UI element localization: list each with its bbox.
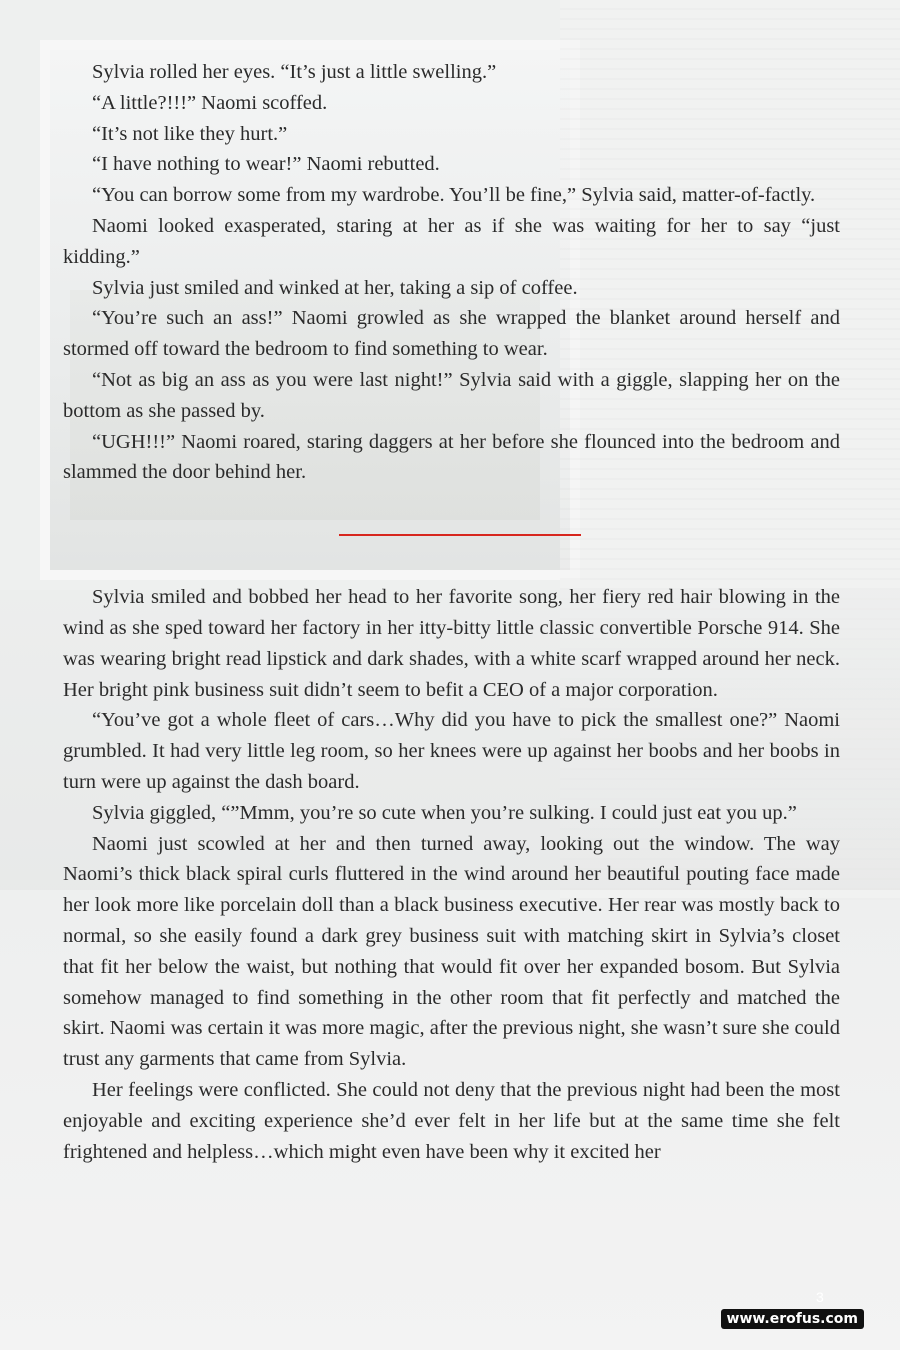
paragraph: Naomi just scowled at her and then turned away, looking out the window. The way Naomi’s thick black spiral curls fluttered in the wind around her beautiful pouting face made her look more like porcelain doll than a black business executive. Her rear was mostly back to normal, so she easily found a dark grey business suit with matching skirt in Sylvia’s closet that fit her below the waist, but nothing that would fit over her expanded bosom. But Sylvia somehow managed to find something in the other room that fit perfectly and matched the skirt. Naomi was certain it was more magic, after the previous night, she wasn’t sure she could trust any garments that came from Sylvia. [63,832,840,1071]
paragraph: Sylvia smiled and bobbed her head to her favorite song, her fiery red hair blowing in the wind as she sped toward her factory in her itty-bitty little classic convertible Porsche 914. She was wearing bright read lipstick and dark shades, with a white scarf wrapped around her neck. Her bright pink business suit didn’t seem to befit a CEO of a major corporation. [63,586,840,701]
page-number: 3 [816,1289,824,1305]
paragraph: Sylvia rolled her eyes. “It’s just a little swelling.” [92,61,497,83]
paragraph: “UGH!!!” Naomi roared, staring daggers at her before she flounced into the bedroom and slammed the door behind her. [63,430,840,484]
section-one [63,57,840,488]
paragraph: Sylvia just smiled and winked at her, taking a sip of coffee. [92,276,578,299]
section-two [63,582,840,1167]
paragraph: “You can borrow some from my wardrobe. You’ll be fine,” Sylvia said, matter-of-factly. [92,184,816,207]
paragraph: “It’s not like they hurt.” [92,122,288,145]
watermark: www.erofus.com [721,1309,864,1329]
paragraph: Sylvia giggled, “”Mmm, you’re so cute when you’re sulking. I could just eat you up.” [92,801,797,824]
paragraph: “Not as big an ass as you were last night!” Sylvia said with a giggle, slapping her on the bottom as she passed by. [63,368,840,422]
paragraph: “I have nothing to wear!” Naomi rebutted. [92,153,440,176]
paragraph: “You’re such an ass!” Naomi growled as she wrapped the blanket around herself and stormed off toward the bedroom to find something to wear. [63,307,840,361]
page-text [63,57,840,1167]
paragraph: “You’ve got a whole fleet of cars…Why did you have to pick the smallest one?” Naomi grumbled. It had very little leg room, so her knees were up against her boobs and her boobs in turn were up against the dash board. [63,709,840,793]
section-divider [339,534,581,536]
paragraph: “A little?!!!” Naomi scoffed. [92,91,328,114]
paragraph: Naomi looked exasperated, staring at her as if she was waiting for her to say “just kidding.” [63,214,840,268]
paragraph: Her feelings were conflicted. She could not deny that the previous night had been the most enjoyable and exciting experience she’d ever felt in her life but at the same time she felt frightened and helpless…which might even have been why it excited her [63,1078,840,1163]
